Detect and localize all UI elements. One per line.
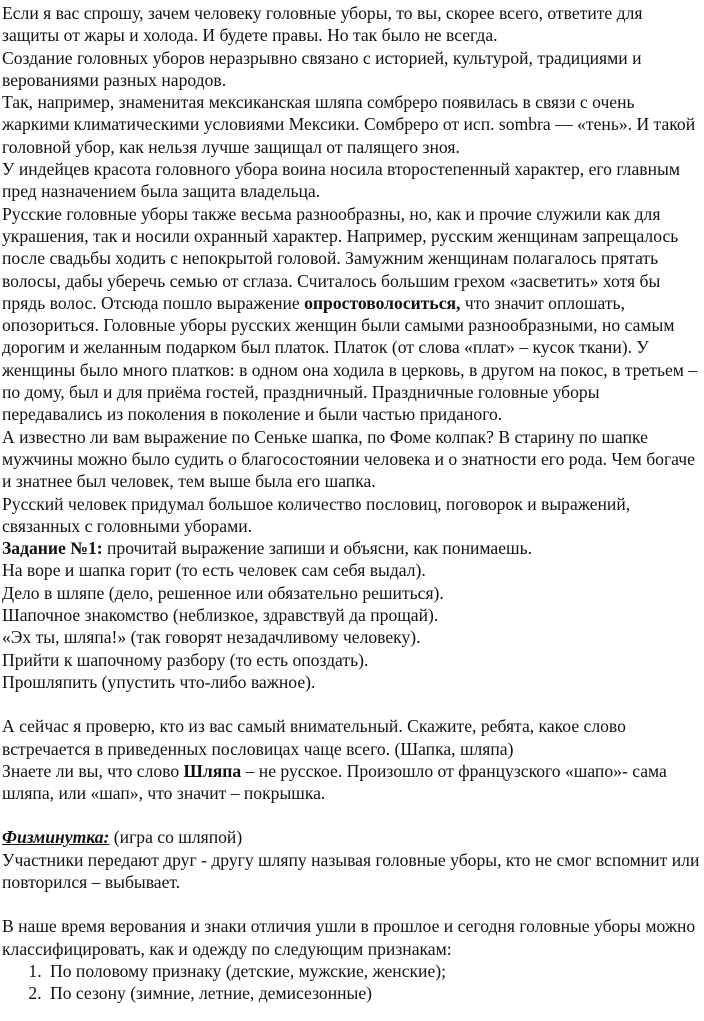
proverb-item: Прийти к шапочному разбору (то есть опоздать). (2, 649, 369, 670)
spacer (2, 893, 700, 915)
russian-text-after: что значит оплошать, опозориться. Головные уборы русских женщин были самыми разнообразными, но самым дорогим и желанным подарком был платок. Платок (от слова «плат» – кусок ткани). У женщины было много платков: в одном она ходила в церковь, в другом на покос, в третьем – по дому, был и для приёма гостей, праздничный. Праздничные головные уборы передавались из поколения в поколение и были частью приданого. (2, 292, 698, 425)
proverb-item: Шапочное знакомство (неблизкое, здравствуй да прощай). (2, 605, 439, 626)
proverb-item: На воре и шапка горит (то есть человек сам себя выдал). (2, 560, 426, 581)
spacer (2, 804, 700, 826)
fizminutka-heading (2, 826, 700, 848)
criteria-item: 1. По половому признаку (детские, мужские, женские); (46, 960, 700, 982)
russian-text-before: Русские головные уборы также весьма разнообразны, но, как и прочие служили как для украшения, так и носили охранный характер. Например, русским женщинам запрещалось после свадьбы ходить с непокрытой головой. Замужним женщинам полагалось прятать волосы, дабы уберечь семью от сглаза. Считалось большим грехом «засветить» хотя бы прядь волос. Отсюда пошло выражение (2, 203, 679, 313)
classify-paragraph: В наше время верования и знаки отличия ушли в прошлое и сегодня головные уборы можно классифицировать, как и одежду по следующим признакам: (2, 916, 696, 959)
shlyapa-paragraph (2, 760, 700, 805)
proverb-list (2, 559, 700, 693)
criteria-list (2, 960, 700, 1005)
proverb-item: Дело в шляпе (дело, решенное или обязательно решиться). (2, 582, 444, 603)
russian-headwear-paragraph (2, 203, 700, 426)
task-label: Задание №1: (2, 538, 103, 559)
russian-term: опростоволоситься, (304, 292, 461, 313)
proverbs-intro-paragraph: Русский человек придумал большое количество пословиц, поговорок и выражений, связанных с головными уборами. (2, 493, 631, 536)
fizminutka-description: Участники передают друг - другу шляпу называя головные уборы, кто не смог вспомнит или повторился – выбывает. (2, 849, 700, 892)
shlyapa-text-after: – не русское. Произошло от французского «шапо»- сама шляпа, или «шап», что значит – покрышка. (2, 760, 667, 804)
proverb-item: «Эх ты, шляпа!» (так говорят незадачливому человеку). (2, 627, 421, 648)
attention-paragraph: А сейчас я проверю, кто из вас самый внимательный. Скажите, ребята, какое слово встречается в приведенных пословицах чаще всего. (Шапка, шляпа) (2, 716, 626, 759)
shlyapa-word: Шляпа (183, 760, 242, 781)
senka-paragraph: А известно ли вам выражение по Сеньке шапка, по Фоме колпак? В старину по шапке мужчины можно было судить о благосостоянии человека и о знатности его рода. Чем богаче и знатнее был человек, тем выше была его шапка. (2, 426, 695, 492)
fizminutka-text: (игра со шляпой) (109, 827, 243, 848)
spacer (2, 693, 700, 715)
intro-paragraph-2: Создание головных уборов неразрывно связано с историей, культурой, традициями и верованиями разных народов. (2, 47, 642, 90)
task-text: прочитай выражение запиши и объясни, как понимаешь. (102, 538, 533, 559)
proverb-item: Прошляпить (упустить что-либо важное). (2, 671, 316, 692)
intro-paragraph-1: Если я вас спрошу, зачем человеку головные уборы, то вы, скорее всего, ответите для защиты от жары и холода. И будете правы. Но так было не всегда. (2, 3, 643, 46)
criteria-item: 2. По сезону (зимние, летние, демисезонные) (46, 982, 700, 1004)
intro-paragraph-3: Так, например, знаменитая мексиканская шляпа сомбреро появилась в связи с очень жаркими климатическими условиями Мексики. Сомбреро от исп. sombra — «тень». И такой головной убор, как нельзя лучше защищал от палящего зноя. (2, 92, 696, 157)
fizminutka-label: Физминутка: (2, 827, 110, 848)
intro-paragraph-4: У индейцев красота головного убора воина носила второстепенный характер, его главным пред назначением была защита владельца. (2, 159, 680, 202)
task-paragraph (2, 537, 700, 559)
shlyapa-text-before: Знаете ли вы, что слово (2, 760, 184, 781)
